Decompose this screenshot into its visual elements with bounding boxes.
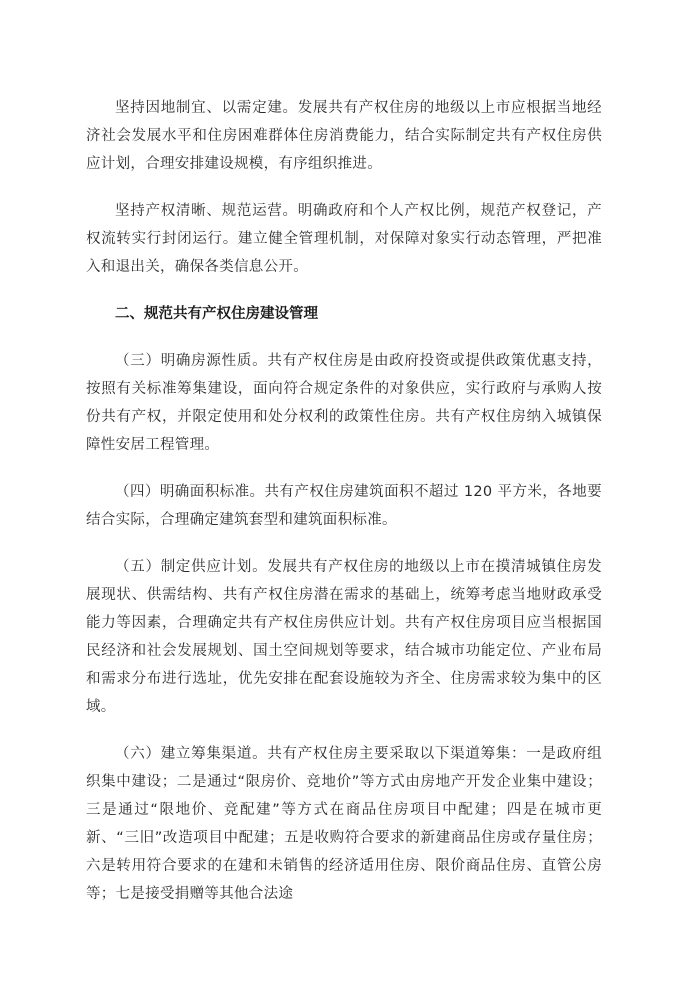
paragraph-item-4: （四）明确面积标准。共有产权住房建筑面积不超过 120 平方米，各地要结合实际，合理确定建筑套型和建筑面积标准。 xyxy=(86,484,602,528)
paragraph-principle-property-rights: 坚持产权清晰、规范运营。明确政府和个人产权比例，规范产权登记，产权流转实行封闭运行。建立健全管理机制，对保障对象实行动态管理，严把准入和退出关，确保各类信息公开。 xyxy=(86,203,602,275)
paragraph-item-3: （三）明确房源性质。共有产权住房是由政府投资或提供政策优惠支持，按照有关标准筹集建设，面向符合规定条件的对象供应，实行政府与承购人按份共有产权，并限定使用和处分权利的政策性住房。共有产权住房纳入城镇保障性安居工程管理。 xyxy=(86,353,602,453)
section-heading: 二、规范共有产权住房建设管理 xyxy=(115,306,318,322)
paragraph-principle-local: 坚持因地制宜、以需定建。发展共有产权住房的地级以上市应根据当地经济社会发展水平和住房困难群体住房消费能力，结合实际制定共有产权住房供应计划，合理安排建设规模，有序组织推进。 xyxy=(86,100,602,172)
paragraph-item-5: （五）制定供应计划。发展共有产权住房的地级以上市在摸清城镇住房发展现状、供需结构、共有产权住房潜在需求的基础上，统筹考虑当地财政承受能力等因素，合理确定共有产权住房供应计划。共有产权住房项目应当根据国民经济和社会发展规划、国土空间规划等要求，结合城市功能定位、产业布局和需求分布进行选址，优先安排在配套设施较为齐全、住房需求较为集中的区域。 xyxy=(86,559,602,715)
paragraph-item-6: （六）建立筹集渠道。共有产权住房主要采取以下渠道筹集：一是政府组织集中建设；二是通过“限房价、竞地价”等方式由房地产开发企业集中建设；三是通过“限地价、竞配建”等方式在商品住房项目中配建；四是在城市更新、“三旧”改造项目中配建；五是收购符合要求的新建商品住房或存量住房；六是转用符合要求的在建和未销售的经济适用住房、限价商品住房、直管公房等；七是接受捐赠等其他合法途 xyxy=(86,746,602,902)
